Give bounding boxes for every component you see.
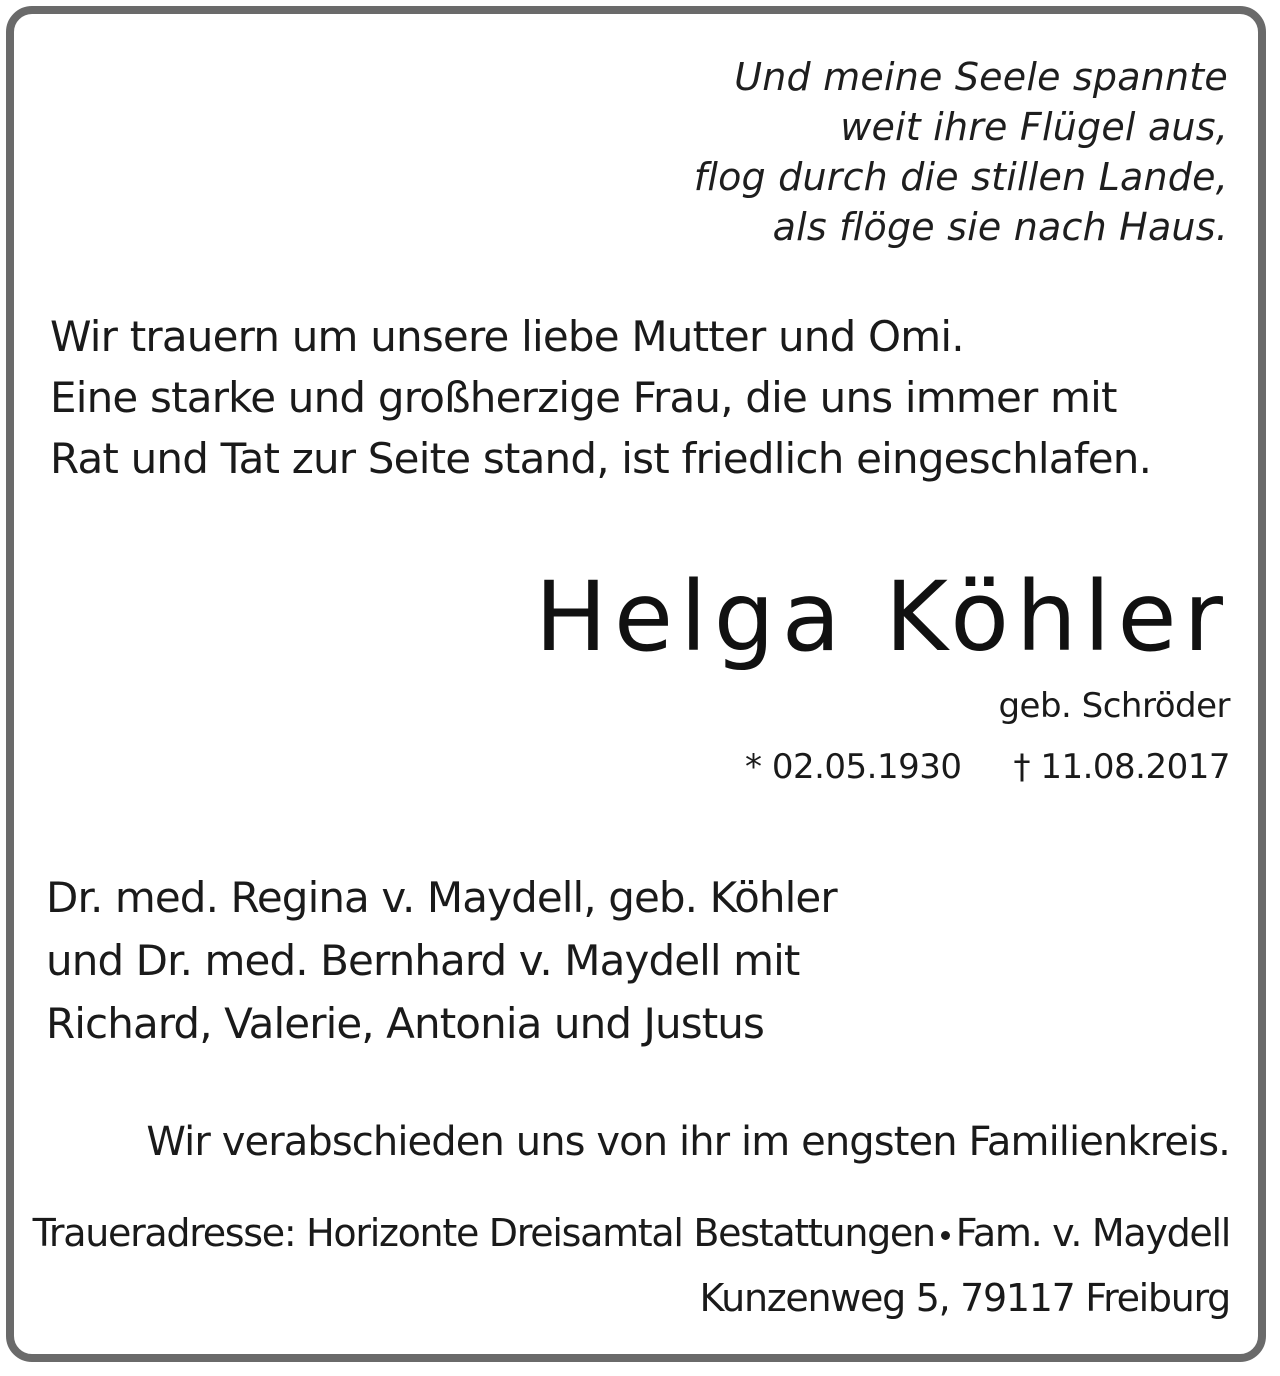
family-line: Dr. med. Regina v. Maydell, geb. Köhler: [46, 873, 837, 922]
address-family: Fam. v. Maydell: [955, 1211, 1230, 1255]
poem-line: weit ihre Flügel aus,: [840, 105, 1228, 149]
mourning-address: [33, 1205, 1230, 1261]
address-funeral-home: Traueradresse: Horizonte Dreisamtal Bestattungen: [32, 1211, 935, 1255]
intro-line: Eine starke und großherzige Frau, die uns immer mit: [50, 373, 1117, 422]
poem-line: als flöge sie nach Haus.: [772, 205, 1228, 249]
poem-line: flog durch die stillen Lande,: [693, 155, 1228, 199]
intro-line: Wir trauern um unsere liebe Mutter und Omi.: [50, 312, 964, 361]
intro-text: [50, 306, 1151, 489]
poem-line: Und meine Seele spannte: [734, 55, 1228, 99]
address-street: Kunzenweg 5, 79117 Freiburg: [699, 1276, 1230, 1320]
farewell-note: Wir verabschieden uns von ihr im engsten Familienkreis.: [146, 1119, 1230, 1165]
family-line: Richard, Valerie, Antonia und Justus: [46, 999, 764, 1048]
birth-date: * 02.05.1930: [745, 747, 962, 787]
poem: [694, 52, 1228, 252]
death-date: † 11.08.2017: [1013, 747, 1230, 787]
maiden-name: geb. Schröder: [998, 686, 1230, 726]
bullet-separator: [941, 1231, 950, 1240]
intro-line: Rat und Tat zur Seite stand, ist friedlich eingeschlafen.: [50, 434, 1152, 483]
deceased-name: Helga Köhler: [534, 561, 1230, 673]
life-dates: [745, 745, 1230, 789]
family-line: und Dr. med. Bernhard v. Maydell mit: [46, 936, 800, 985]
family-signatories: [46, 866, 837, 1055]
